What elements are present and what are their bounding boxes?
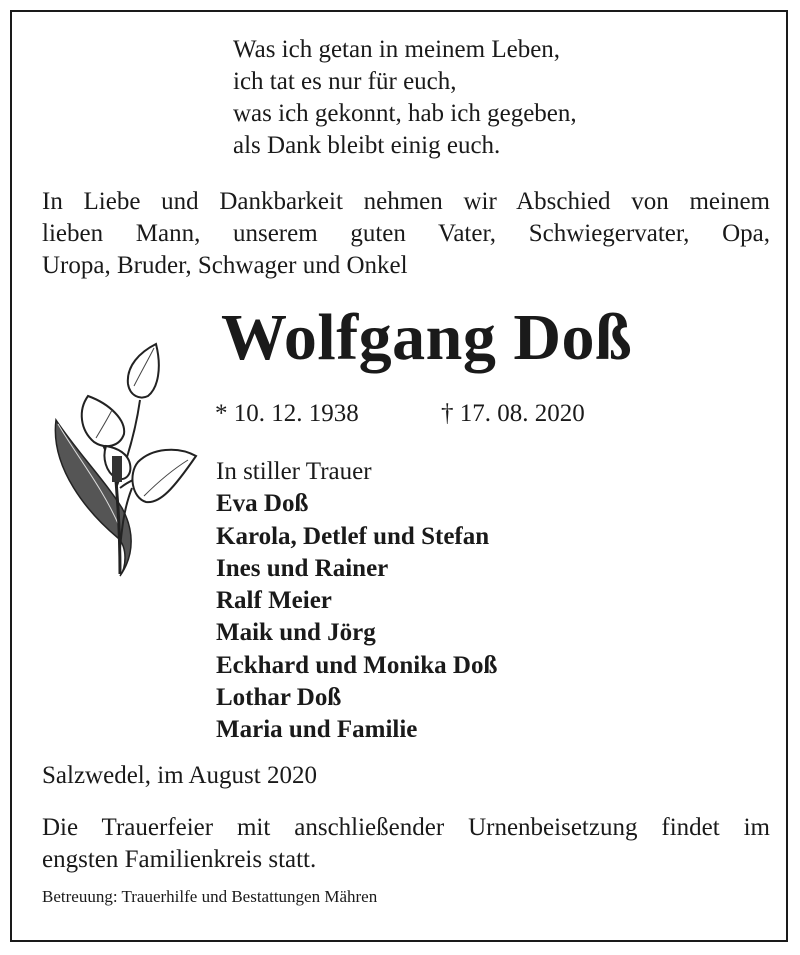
notice-line: engsten Familienkreis statt. bbox=[42, 846, 317, 873]
mourner-name: Ralf Meier bbox=[216, 587, 332, 615]
intro-line: In Liebe und Dankbarkeit nehmen wir Abschied von meinem bbox=[42, 188, 770, 215]
mourner-name: Maria und Familie bbox=[216, 716, 418, 744]
funeral-notice bbox=[42, 812, 770, 876]
intro-line: Uropa, Bruder, Schwager und Onkel bbox=[42, 252, 408, 279]
mourner-name: Ines und Rainer bbox=[216, 554, 389, 582]
life-dates bbox=[215, 398, 585, 430]
calla-lily-illustration bbox=[48, 338, 198, 578]
poem-line: als Dank bleibt einig euch. bbox=[233, 132, 501, 159]
poem-line: Was ich getan in meinem Leben, bbox=[233, 36, 561, 63]
birth-date: * 10. 12. 1938 bbox=[215, 400, 359, 427]
death-date: † 17. 08. 2020 bbox=[441, 400, 585, 427]
place-date: Salzwedel, im August 2020 bbox=[42, 762, 317, 789]
intro-line: lieben Mann, unserem guten Vater, Schwiegervater, Opa, bbox=[42, 220, 770, 247]
mourners-list bbox=[216, 456, 497, 747]
mourner-name: Maik und Jörg bbox=[216, 619, 376, 647]
intro-text bbox=[42, 186, 770, 282]
poem bbox=[233, 34, 577, 162]
mourner-name: Eva Doß bbox=[216, 490, 309, 518]
funeral-home-credit: Betreuung: Trauerhilfe und Bestattungen Mähren bbox=[42, 887, 378, 906]
mourner-name: Karola, Detlef und Stefan bbox=[216, 522, 490, 550]
deceased-name: Wolfgang Doß bbox=[221, 301, 633, 374]
notice-line: Die Trauerfeier mit anschließender Urnenbeisetzung findet im bbox=[42, 814, 770, 841]
poem-line: ich tat es nur für euch, bbox=[233, 68, 457, 95]
mourning-label: In stiller Trauer bbox=[216, 458, 372, 485]
poem-line: was ich gekonnt, hab ich gegeben, bbox=[233, 100, 577, 127]
mourner-name: Lothar Doß bbox=[216, 684, 342, 712]
mourner-name: Eckhard und Monika Doß bbox=[216, 651, 498, 679]
